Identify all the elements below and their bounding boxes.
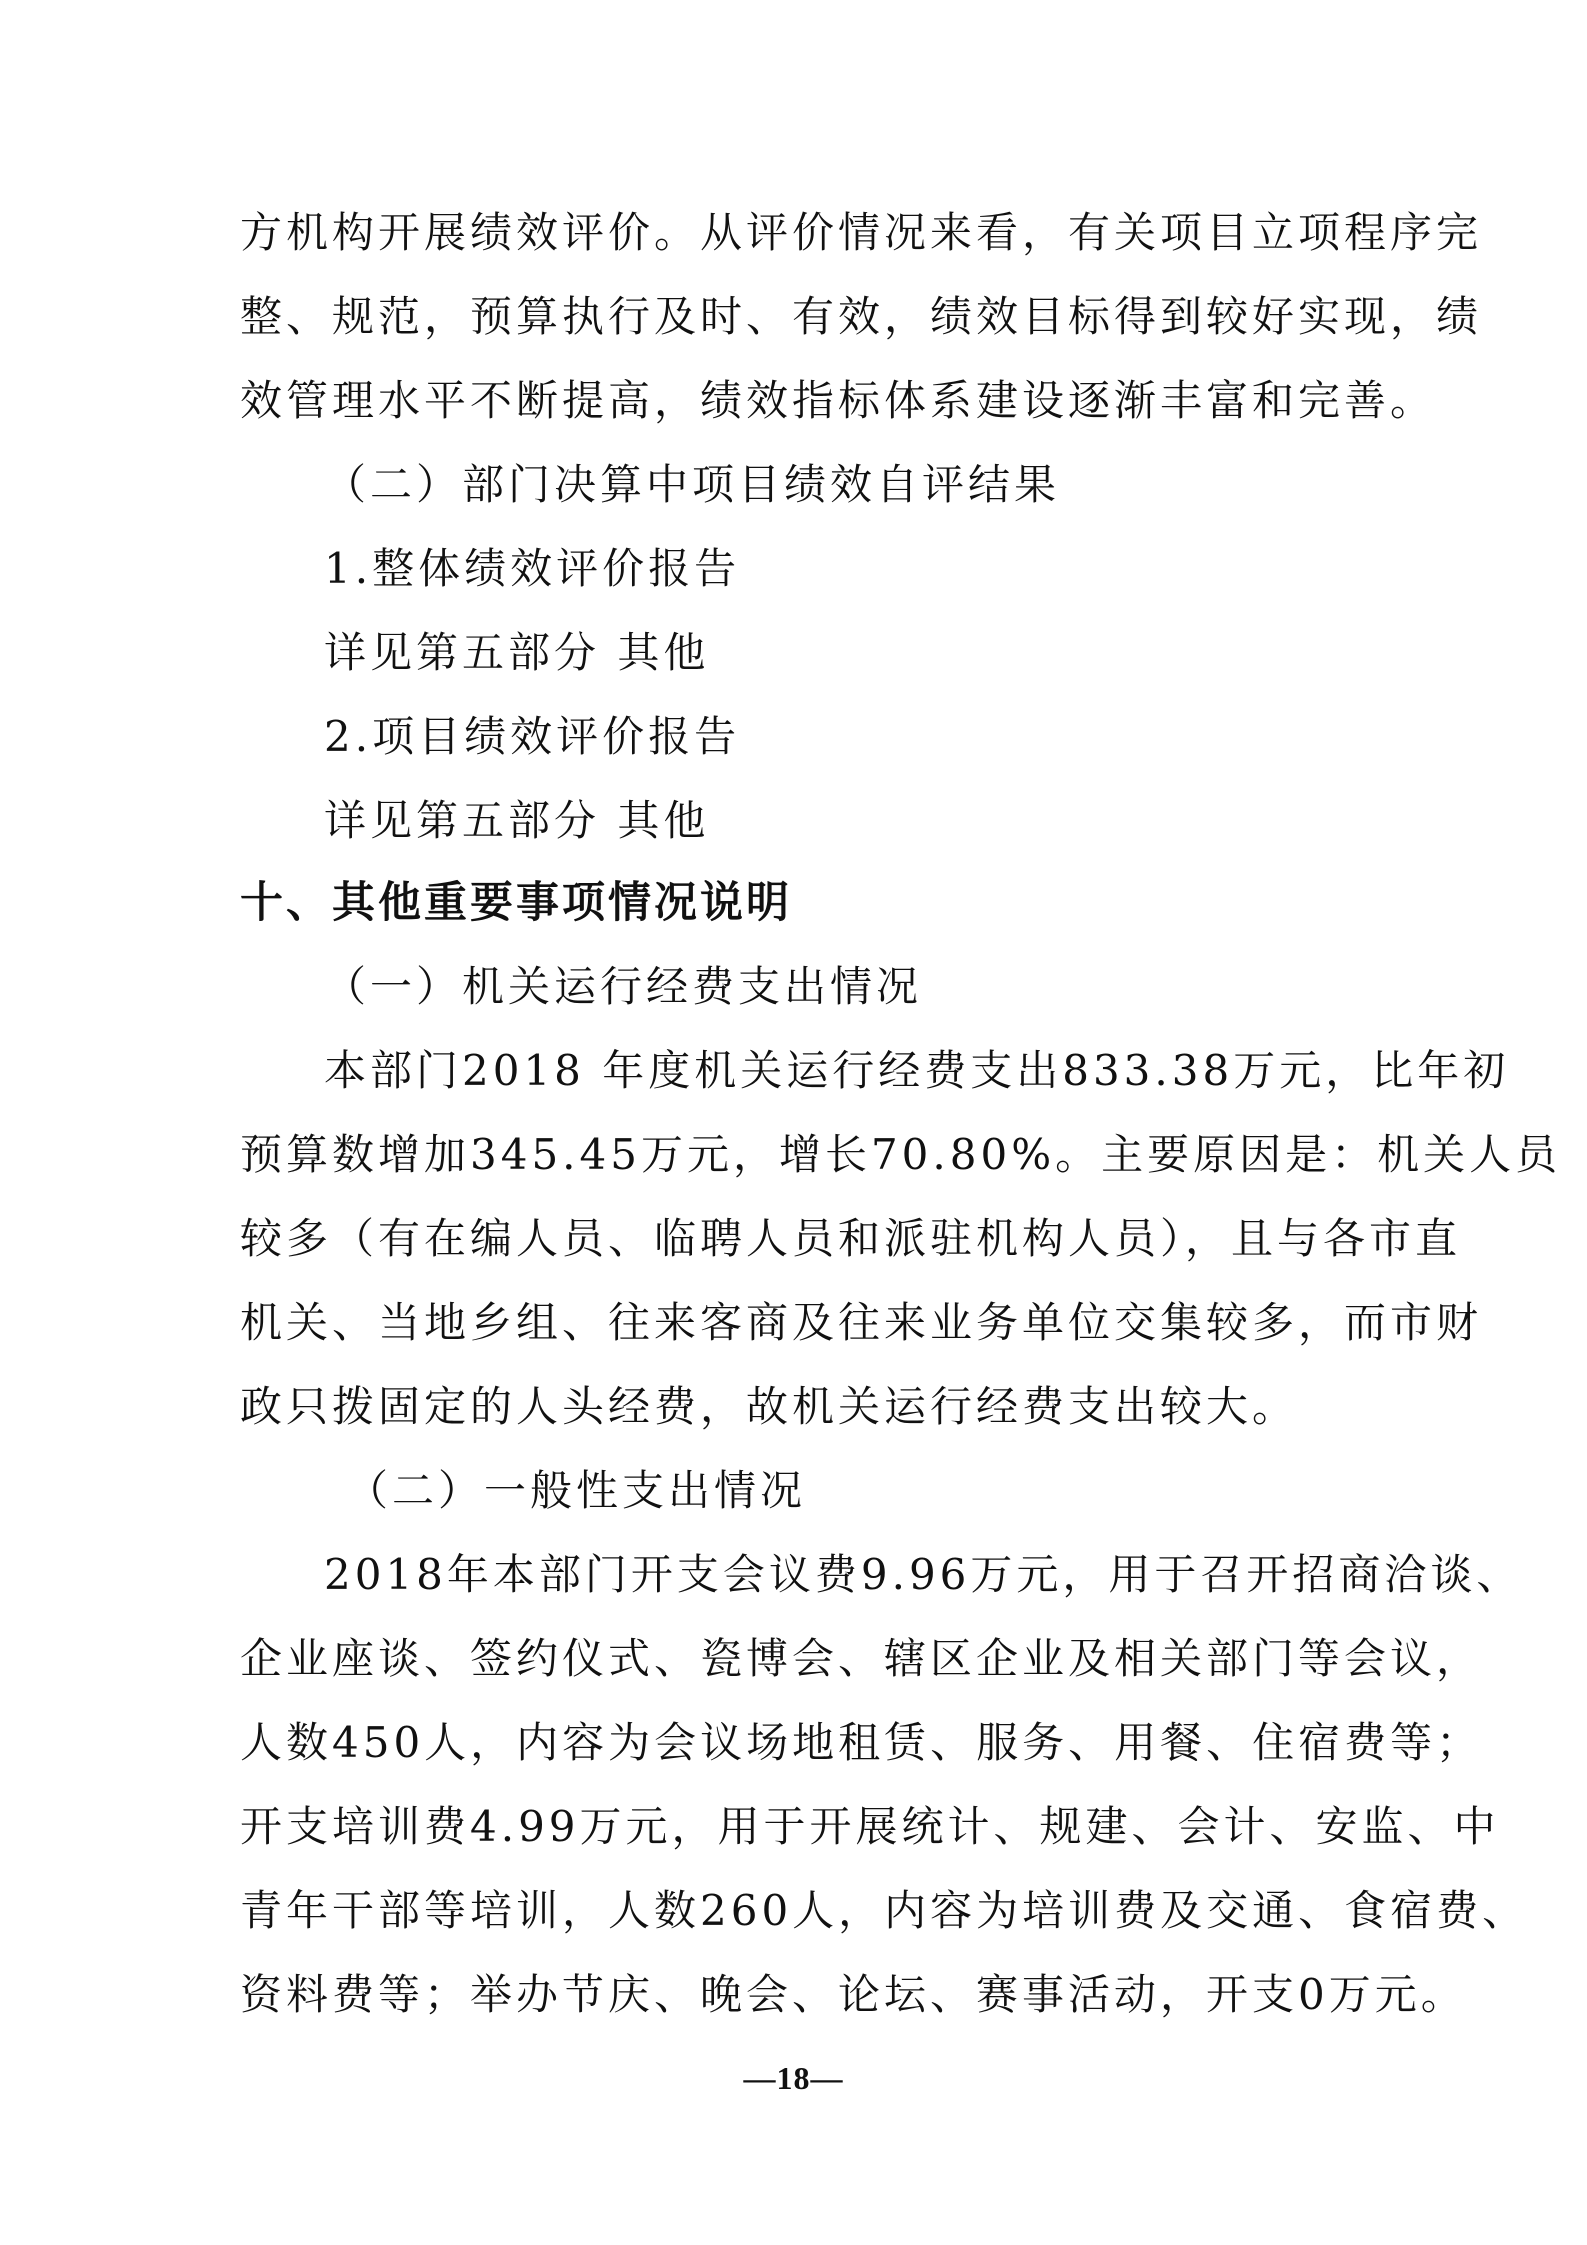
- paragraph-line: 效管理水平不断提高，绩效指标体系建设逐渐丰富和完善。: [240, 376, 1437, 425]
- item-detail: 详见第五部分 其他: [324, 628, 710, 677]
- item-title: 1.整体绩效评价报告: [324, 544, 741, 593]
- paragraph-line: 企业座谈、签约仪式、瓷博会、辖区企业及相关部门等会议，: [240, 1634, 1483, 1683]
- subsection-heading: （一）机关运行经费支出情况: [324, 962, 923, 1011]
- paragraph-line: 资料费等；举办节庆、晚会、论坛、赛事活动，开支0万元。: [240, 1970, 1467, 2019]
- paragraph-line: 整、规范，预算执行及时、有效，绩效目标得到较好实现，绩: [240, 292, 1483, 341]
- paragraph-line: 青年干部等培训，人数260人，内容为培训费及交通、食宿费、: [240, 1886, 1529, 1935]
- paragraph-line: 预算数增加345.45万元，增长70.80%。主要原因是：机关人员: [240, 1130, 1562, 1179]
- paragraph-line: 方机构开展绩效评价。从评价情况来看，有关项目立项程序完: [240, 208, 1483, 257]
- paragraph-line: 2018年本部门开支会议费9.96万元，用于召开招商洽谈、: [324, 1550, 1523, 1599]
- item-title: 2.项目绩效评价报告: [324, 712, 741, 761]
- item-detail: 详见第五部分 其他: [324, 796, 710, 845]
- paragraph-line: 较多（有在编人员、临聘人员和派驻机构人员），且与各市直: [240, 1214, 1462, 1263]
- paragraph-line: 本部门2018 年度机关运行经费支出833.38万元，比年初: [324, 1046, 1510, 1095]
- page-number: —18—: [743, 2060, 844, 2096]
- paragraph-line: 机关、当地乡组、往来客商及往来业务单位交集较多，而市财: [240, 1298, 1483, 1347]
- paragraph-line: 人数450人，内容为会议场地租赁、服务、用餐、住宿费等；: [240, 1718, 1483, 1767]
- subsection-heading: （二）一般性支出情况: [346, 1466, 807, 1515]
- subsection-heading: （二）部门决算中项目绩效自评结果: [324, 460, 1061, 509]
- section-heading: 十、其他重要事项情况说明: [240, 878, 792, 928]
- paragraph-line: 政只拨固定的人头经费，故机关运行经费支出较大。: [240, 1382, 1299, 1431]
- paragraph-line: 开支培训费4.99万元，用于开展统计、规建、会计、安监、中: [240, 1802, 1500, 1851]
